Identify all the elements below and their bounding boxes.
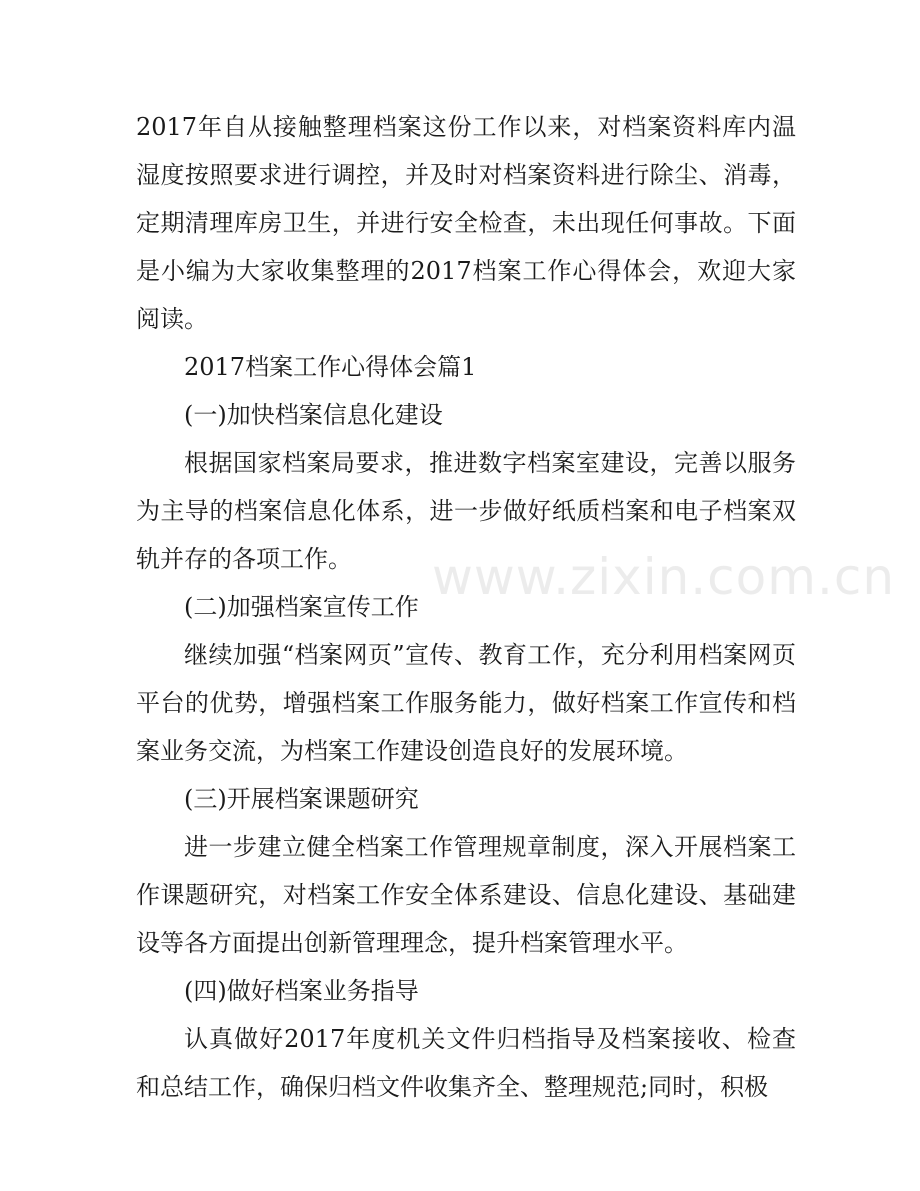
article-title: 2017档案工作心得体会篇1	[184, 353, 477, 381]
section-body-2: 继续加强“档案网页”宣传、教育工作，充分利用档案网页平台的优势，增强档案工作服务能力，做好档案工作宣传和档案业务交流，为档案工作建设创造良好的发展环境。	[136, 641, 796, 765]
section-body-4: 认真做好2017年度机关文件归档指导及档案接收、检查和总结工作，确保归档文件收集齐全、整理规范;同时，积极	[136, 1025, 796, 1101]
section-heading-2: (二)加强档案宣传工作	[184, 593, 419, 621]
section-heading-4: (四)做好档案业务指导	[184, 977, 419, 1005]
intro-paragraph: 2017年自从接触整理档案这份工作以来，对档案资料库内温湿度按照要求进行调控，并及时对档案资料进行除尘、消毒，定期清理库房卫生，并进行安全检查，未出现任何事故。下面是小编为大家收集整理的2017档案工作心得体会，欢迎大家阅读。	[136, 113, 796, 333]
section-body-3: 进一步建立健全档案工作管理规章制度，深入开展档案工作课题研究，对档案工作安全体系建设、信息化建设、基础建设等各方面提出创新管理理念，提升档案管理水平。	[136, 833, 796, 957]
watermark: www.zixin.com.cn	[432, 548, 896, 606]
section-body-1: 根据国家档案局要求，推进数字档案室建设，完善以服务为主导的档案信息化体系，进一步做好纸质档案和电子档案双轨并存的各项工作。	[136, 449, 796, 573]
section-heading-1: (一)加快档案信息化建设	[184, 401, 443, 429]
section-heading-3: (三)开展档案课题研究	[184, 785, 419, 813]
document-body	[136, 103, 796, 1111]
